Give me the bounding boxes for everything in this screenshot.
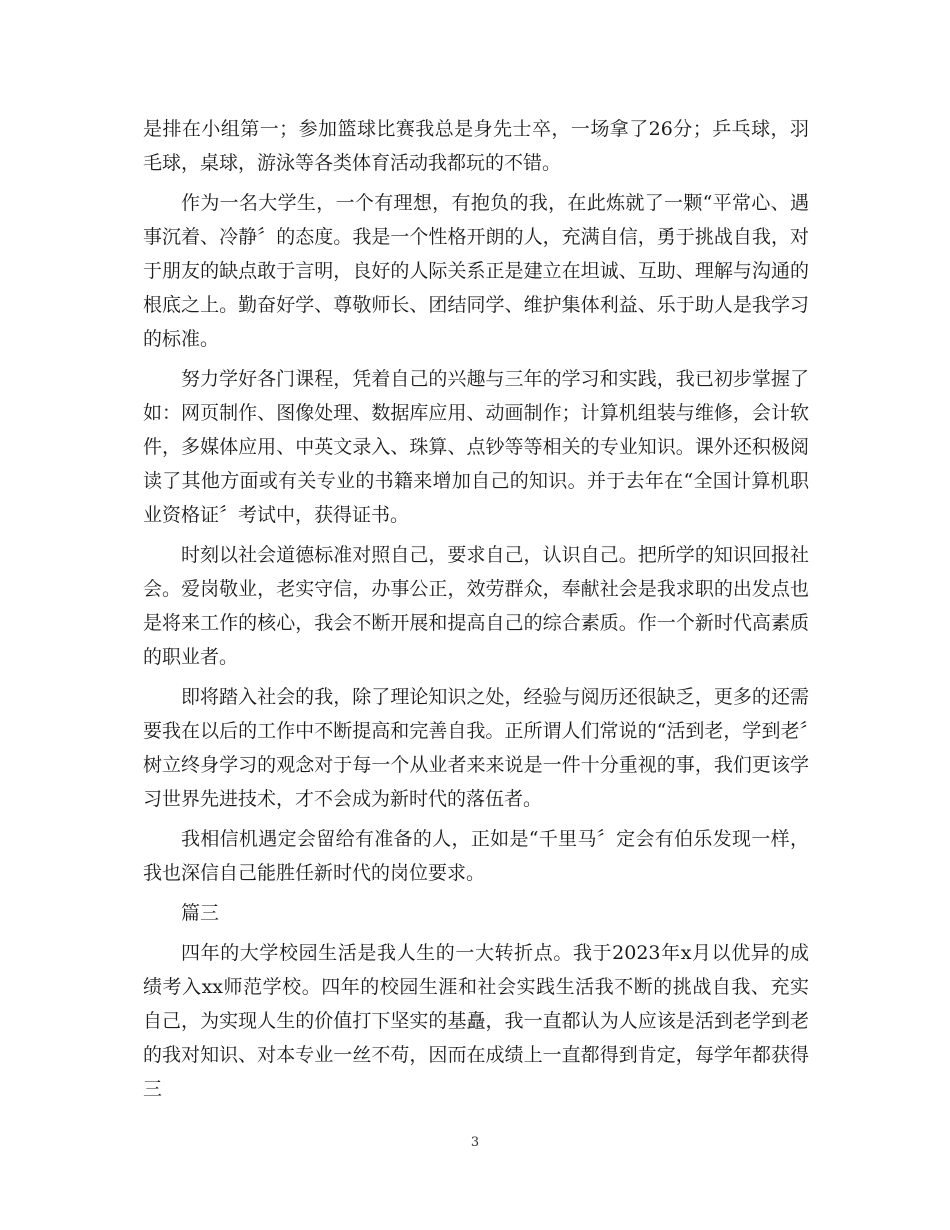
paragraph-1: 是排在小组第一；参加篮球比赛我总是身先士卒，一场拿了26分；乒乓球，羽毛球，桌球，游泳等各类体育活动我都玩的不错。 (143, 118, 809, 174)
paragraph-6: 我相信机遇定会留给有准备的人，正如是“千里马〞定会有伯乐发现一样，我也深信自己能胜任新时代的岗位要求。 (143, 828, 809, 884)
document-body (143, 112, 809, 1112)
page-number: 3 (470, 1135, 480, 1150)
paragraph-3: 努力学好各门课程，凭着自己的兴趣与三年的学习和实践，我已初步掌握了如：网页制作、图像处理、数据库应用、动画制作；计算机组装与维修，会计软件，多媒体应用、中英文录入、珠算、点钞等等相关的专业知识。课外还积极阅读了其他方面或有关专业的书籍来增加自己的知识。并于去年在“全国计算机职业资格证〞考试中，获得证书。 (143, 368, 809, 526)
section-paragraph-1: 四年的大学校园生活是我人生的一大转折点。我于2023年x月以优异的成绩考入xx师范学校。四年的校园生涯和社会实践生活我不断的挑战自我、充实自己，为实现人生的价值打下坚实的基矗，我一直都认为人应该是活到老学到老的我对知识、对本专业一丝不苟，因而在成绩上一直都得到肯定，每学年都获得三 (143, 942, 809, 1100)
paragraph-2: 作为一名大学生，一个有理想，有抱负的我，在此炼就了一颗“平常心、遇事沉着、冷静〞的态度。我是一个性格开朗的人，充满自信，勇于挑战自我，对于朋友的缺点敢于言明，良好的人际关系正是建立在坦诚、互助、理解与沟通的根底之上。勤奋好学、尊敬师长、团结同学、维护集体利益、乐于助人是我学习的标准。 (143, 192, 809, 350)
paragraph-5: 即将踏入社会的我，除了理论知识之处，经验与阅历还很缺乏，更多的还需要我在以后的工作中不断提高和完善自我。正所谓人们常说的“活到老，学到老〞树立终身学习的观念对于每一个从业者来来说是一件十分重视的事，我们更该学习世界先进技术，才不会成为新时代的落伍者。 (143, 686, 809, 810)
paragraph-4: 时刻以社会道德标准对照自己，要求自己，认识自己。把所学的知识回报社会。爱岗敬业，老实守信，办事公正，效劳群众，奉献社会是我求职的出发点也是将来工作的核心，我会不断开展和提高自己的综合素质。作一个新时代高素质的职业者。 (143, 544, 809, 668)
section-heading: 篇三 (181, 902, 220, 924)
